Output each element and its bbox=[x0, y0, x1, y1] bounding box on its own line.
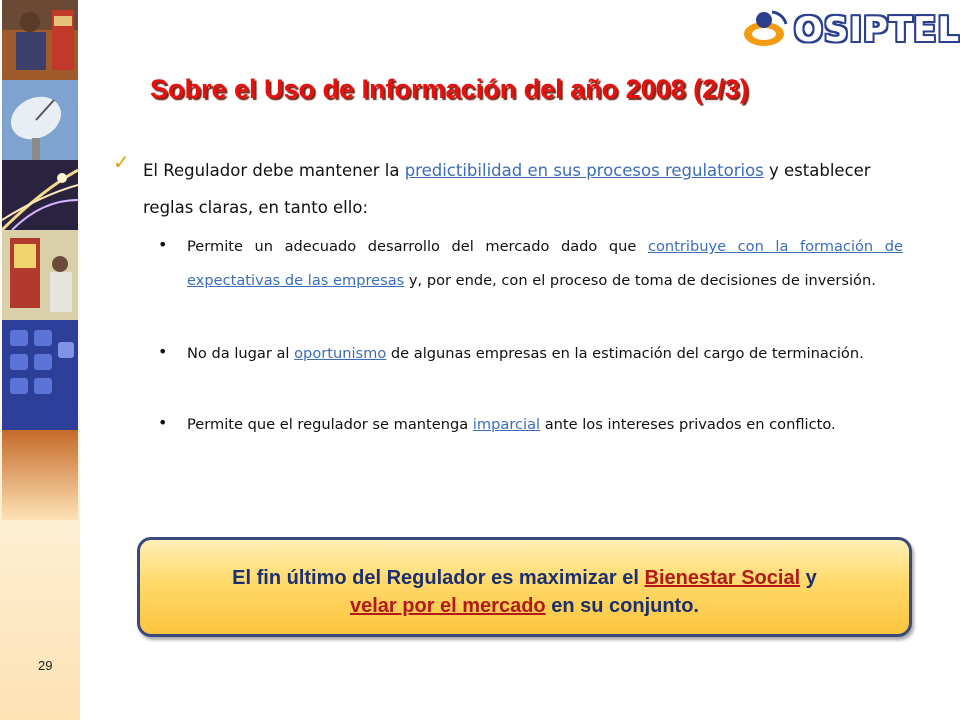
bullet-dot-icon: • bbox=[158, 413, 168, 432]
main-bullet-text: El Regulador debe mantener la bbox=[143, 161, 405, 180]
checkmark-icon: ✓ bbox=[113, 150, 130, 174]
main-bullet-text-end: y establecer reglas claras, en tanto ello: bbox=[143, 161, 871, 217]
slide-title: Sobre el Uso de Información del año 2008 (2/3) bbox=[150, 74, 749, 104]
sub-bullet-text: Permite un adecuado desarrollo del mercado dado que bbox=[187, 238, 648, 255]
sub-bullet-3 bbox=[187, 408, 903, 442]
osiptel-logo bbox=[742, 6, 960, 56]
callout-text-part: en su conjunto. bbox=[545, 595, 699, 617]
sub-bullet-text: de algunas empresas en la estimación del cargo de terminación. bbox=[386, 345, 864, 362]
osiptel-logo-text: OSIPTEL bbox=[794, 10, 960, 50]
callout-text-part: El fin último del Regulador es maximizar el bbox=[232, 567, 645, 589]
osiptel-logo-icon bbox=[742, 6, 794, 52]
conclusion-callout bbox=[137, 537, 912, 637]
fiber-optics-photo bbox=[2, 160, 78, 230]
sub-bullet-text: y, por ende, con el proceso de toma de decisiones de inversión. bbox=[404, 272, 876, 289]
person-photo bbox=[2, 0, 78, 80]
bullet-dot-icon: • bbox=[158, 235, 168, 254]
velar-mercado-emphasis: velar por el mercado bbox=[350, 595, 546, 617]
phone-booth-photo bbox=[2, 230, 78, 320]
keypad-photo bbox=[2, 320, 78, 430]
callout-text bbox=[140, 564, 909, 620]
photo-strip bbox=[2, 0, 78, 520]
predictibilidad-link[interactable]: predictibilidad en sus procesos regulatorios bbox=[404, 161, 764, 180]
sub-bullet-text: No da lugar al bbox=[187, 345, 295, 362]
sub-bullet-2 bbox=[187, 337, 903, 371]
sub-bullet-1 bbox=[187, 230, 903, 298]
bienestar-social-emphasis: Bienestar Social bbox=[644, 567, 801, 589]
sub-bullet-text: ante los intereses privados en conflicto. bbox=[540, 416, 836, 433]
expectativas-link[interactable]: contribuye con la formación de expectativas de las empresas bbox=[187, 238, 903, 289]
bullet-dot-icon: • bbox=[158, 342, 168, 361]
warm-fade-photo bbox=[2, 430, 78, 520]
satellite-dish-photo bbox=[2, 80, 78, 160]
slide-number: 29 bbox=[38, 658, 53, 673]
main-bullet bbox=[143, 152, 905, 226]
sub-bullet-text: Permite que el regulador se mantenga bbox=[187, 416, 473, 433]
oportunismo-link[interactable]: oportunismo bbox=[294, 345, 387, 362]
callout-text-part: y bbox=[800, 567, 817, 589]
imparcial-link[interactable]: imparcial bbox=[472, 416, 541, 433]
